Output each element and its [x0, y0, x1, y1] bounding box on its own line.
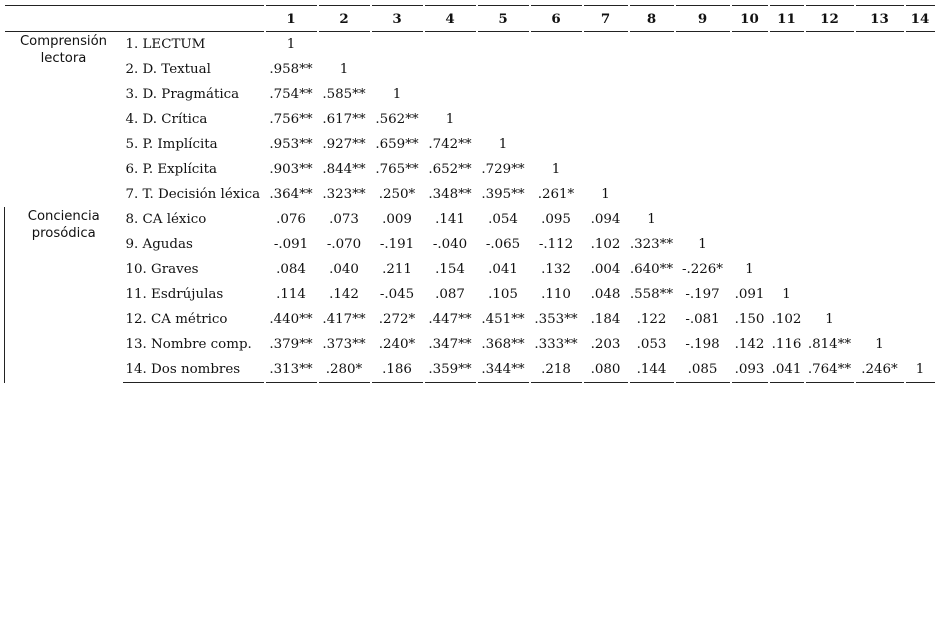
- correlation-cell: [318, 32, 371, 58]
- correlation-cell: [769, 207, 805, 232]
- correlation-cell: .958**: [265, 57, 318, 82]
- group-label: [5, 32, 123, 208]
- correlation-cell: 1: [769, 282, 805, 307]
- column-header: 9: [675, 6, 731, 32]
- correlation-cell: .141: [424, 207, 477, 232]
- correlation-cell: 1: [805, 307, 855, 332]
- correlation-cell: [731, 182, 769, 207]
- group-label-line: lectora: [40, 51, 87, 66]
- header-row: [5, 6, 935, 32]
- correlation-cell: [805, 207, 855, 232]
- correlation-cell: [583, 132, 629, 157]
- correlation-cell: [905, 257, 935, 282]
- correlation-cell: 1: [675, 232, 731, 257]
- table-row: [5, 182, 935, 207]
- correlation-cell: .903**: [265, 157, 318, 182]
- correlation-cell: 1: [477, 132, 530, 157]
- correlation-cell: 1: [583, 182, 629, 207]
- row-label: 4. D. Crítica: [125, 112, 208, 127]
- row-label: 2. D. Textual: [125, 62, 211, 77]
- correlation-cell: .142: [318, 282, 371, 307]
- correlation-cell: 1: [318, 57, 371, 82]
- row-label: 12. CA métrico: [125, 312, 228, 327]
- row-label: 11. Esdrújulas: [125, 287, 224, 302]
- correlation-cell: [905, 32, 935, 58]
- correlation-cell: [629, 57, 675, 82]
- row-label: 6. P. Explícita: [125, 162, 217, 177]
- correlation-cell: [905, 182, 935, 207]
- correlation-cell: .087: [424, 282, 477, 307]
- correlation-cell: 1: [731, 257, 769, 282]
- correlation-cell: [769, 157, 805, 182]
- correlation-cell: .009: [371, 207, 424, 232]
- correlation-cell: [731, 57, 769, 82]
- correlation-cell: .080: [583, 357, 629, 383]
- correlation-table: [4, 5, 935, 383]
- correlation-cell: [805, 57, 855, 82]
- correlation-cell: [855, 132, 905, 157]
- correlation-cell: [855, 257, 905, 282]
- correlation-cell: [855, 157, 905, 182]
- correlation-cell: [583, 107, 629, 132]
- correlation-cell: [855, 307, 905, 332]
- correlation-cell: [905, 82, 935, 107]
- correlation-cell: .344**: [477, 357, 530, 383]
- table-row: [5, 232, 935, 257]
- correlation-cell: -.191: [371, 232, 424, 257]
- row-label: 10. Graves: [125, 262, 199, 277]
- correlation-cell: [905, 232, 935, 257]
- correlation-cell: -.112: [530, 232, 583, 257]
- correlation-cell: .323**: [318, 182, 371, 207]
- correlation-cell: [769, 57, 805, 82]
- correlation-cell: [629, 82, 675, 107]
- correlation-cell: [583, 32, 629, 58]
- correlation-cell: [583, 157, 629, 182]
- correlation-cell: .373**: [318, 332, 371, 357]
- column-header: 6: [530, 6, 583, 32]
- correlation-cell: [477, 57, 530, 82]
- correlation-cell: [731, 157, 769, 182]
- correlation-cell: .640**: [629, 257, 675, 282]
- correlation-cell: .048: [583, 282, 629, 307]
- correlation-cell: .417**: [318, 307, 371, 332]
- correlation-cell: .132: [530, 257, 583, 282]
- column-header: 8: [629, 6, 675, 32]
- correlation-cell: [424, 82, 477, 107]
- correlation-cell: .353**: [530, 307, 583, 332]
- correlation-cell: .844**: [318, 157, 371, 182]
- correlation-cell: .953**: [265, 132, 318, 157]
- correlation-cell: .395**: [477, 182, 530, 207]
- correlation-cell: [675, 132, 731, 157]
- correlation-cell: -.198: [675, 332, 731, 357]
- correlation-cell: [805, 157, 855, 182]
- row-label: 13. Nombre comp.: [125, 337, 252, 352]
- correlation-cell: [769, 32, 805, 58]
- correlation-cell: .093: [731, 357, 769, 383]
- correlation-cell: -.091: [265, 232, 318, 257]
- correlation-cell: [629, 182, 675, 207]
- correlation-cell: .076: [265, 207, 318, 232]
- correlation-cell: [477, 107, 530, 132]
- group-label-line: Comprensión: [19, 34, 108, 49]
- correlation-cell: [675, 82, 731, 107]
- correlation-cell: .313**: [265, 357, 318, 383]
- correlation-cell: [675, 207, 731, 232]
- row-label: 9. Agudas: [125, 237, 193, 252]
- correlation-cell: -.081: [675, 307, 731, 332]
- table-row: [5, 82, 935, 107]
- correlation-cell: .041: [769, 357, 805, 383]
- correlation-cell: [905, 107, 935, 132]
- correlation-cell: [477, 32, 530, 58]
- correlation-cell: [675, 157, 731, 182]
- correlation-cell: [805, 32, 855, 58]
- correlation-cell: [629, 32, 675, 58]
- row-label: 8. CA léxico: [125, 212, 207, 227]
- correlation-cell: .558**: [629, 282, 675, 307]
- correlation-cell: [675, 32, 731, 58]
- column-header: 12: [805, 6, 855, 32]
- table-row: [5, 32, 935, 58]
- table-row: [5, 332, 935, 357]
- correlation-cell: [675, 182, 731, 207]
- correlation-cell: [769, 182, 805, 207]
- correlation-cell: .440**: [265, 307, 318, 332]
- correlation-cell: .272*: [371, 307, 424, 332]
- correlation-cell: .041: [477, 257, 530, 282]
- correlation-cell: [805, 132, 855, 157]
- column-header: 2: [318, 6, 371, 32]
- correlation-cell: .040: [318, 257, 371, 282]
- row-label: 5. P. Implícita: [125, 137, 218, 152]
- correlation-cell: [424, 32, 477, 58]
- correlation-cell: [583, 57, 629, 82]
- correlation-cell: -.045: [371, 282, 424, 307]
- correlation-cell: [905, 57, 935, 82]
- correlation-cell: [629, 107, 675, 132]
- correlation-cell: -.065: [477, 232, 530, 257]
- column-header: 4: [424, 6, 477, 32]
- correlation-cell: -.197: [675, 282, 731, 307]
- correlation-cell: .105: [477, 282, 530, 307]
- correlation-cell: [424, 57, 477, 82]
- correlation-cell: [805, 257, 855, 282]
- correlation-cell: [805, 107, 855, 132]
- correlation-cell: [855, 32, 905, 58]
- correlation-cell: .742**: [424, 132, 477, 157]
- correlation-cell: [905, 332, 935, 357]
- correlation-cell: .203: [583, 332, 629, 357]
- correlation-cell: [805, 182, 855, 207]
- correlation-cell: .246*: [855, 357, 905, 383]
- correlation-cell: [805, 232, 855, 257]
- correlation-cell: [530, 32, 583, 58]
- correlation-cell: [855, 207, 905, 232]
- correlation-cell: [905, 157, 935, 182]
- correlation-cell: -.226*: [675, 257, 731, 282]
- correlation-cell: .927**: [318, 132, 371, 157]
- correlation-cell: .211: [371, 257, 424, 282]
- table-row: [5, 107, 935, 132]
- correlation-cell: [530, 132, 583, 157]
- correlation-cell: .102: [583, 232, 629, 257]
- correlation-cell: [855, 107, 905, 132]
- table-row: [5, 132, 935, 157]
- column-header: 5: [477, 6, 530, 32]
- correlation-cell: [530, 107, 583, 132]
- column-header: 3: [371, 6, 424, 32]
- correlation-cell: [731, 232, 769, 257]
- correlation-cell: .091: [731, 282, 769, 307]
- table-row: [5, 57, 935, 82]
- correlation-cell: [769, 132, 805, 157]
- correlation-cell: [855, 282, 905, 307]
- column-header: 13: [855, 6, 905, 32]
- correlation-cell: [530, 82, 583, 107]
- correlation-cell: [629, 157, 675, 182]
- correlation-cell: .085: [675, 357, 731, 383]
- correlation-cell: .323**: [629, 232, 675, 257]
- group-label: [5, 207, 123, 383]
- correlation-cell: [905, 282, 935, 307]
- correlation-cell: 1: [424, 107, 477, 132]
- group-label-line: prosódica: [31, 226, 96, 241]
- column-header: 10: [731, 6, 769, 32]
- correlation-cell: [629, 132, 675, 157]
- correlation-cell: .150: [731, 307, 769, 332]
- correlation-cell: [769, 232, 805, 257]
- correlation-cell: [731, 132, 769, 157]
- correlation-cell: .102: [769, 307, 805, 332]
- table-row: [5, 307, 935, 332]
- correlation-cell: .729**: [477, 157, 530, 182]
- correlation-cell: [855, 232, 905, 257]
- correlation-cell: .447**: [424, 307, 477, 332]
- correlation-cell: [530, 57, 583, 82]
- correlation-cell: [675, 57, 731, 82]
- correlation-cell: 1: [371, 82, 424, 107]
- row-label: 14. Dos nombres: [123, 357, 265, 383]
- correlation-cell: .053: [629, 332, 675, 357]
- table-row: [5, 157, 935, 182]
- correlation-cell: .122: [629, 307, 675, 332]
- correlation-cell: .144: [629, 357, 675, 383]
- header-group-cell: [5, 6, 123, 32]
- correlation-cell: .451**: [477, 307, 530, 332]
- header-label-cell: [123, 6, 265, 32]
- correlation-cell: 1: [629, 207, 675, 232]
- correlation-cell: .054: [477, 207, 530, 232]
- correlation-cell: [675, 107, 731, 132]
- correlation-cell: -.070: [318, 232, 371, 257]
- correlation-cell: [731, 207, 769, 232]
- correlation-cell: .280*: [318, 357, 371, 383]
- correlation-cell: .116: [769, 332, 805, 357]
- correlation-cell: .348**: [424, 182, 477, 207]
- correlation-cell: .754**: [265, 82, 318, 107]
- correlation-cell: [769, 82, 805, 107]
- correlation-cell: .186: [371, 357, 424, 383]
- correlation-cell: 1: [855, 332, 905, 357]
- correlation-cell: .585**: [318, 82, 371, 107]
- correlation-cell: [731, 82, 769, 107]
- correlation-cell: .347**: [424, 332, 477, 357]
- correlation-cell: .765**: [371, 157, 424, 182]
- correlation-cell: .756**: [265, 107, 318, 132]
- correlation-cell: [855, 182, 905, 207]
- correlation-cell: [805, 282, 855, 307]
- correlation-cell: .240*: [371, 332, 424, 357]
- correlation-cell: [731, 107, 769, 132]
- table-row: [5, 282, 935, 307]
- table-row: [5, 357, 935, 383]
- correlation-cell: [905, 207, 935, 232]
- correlation-cell: [769, 257, 805, 282]
- correlation-cell: .814**: [805, 332, 855, 357]
- correlation-cell: -.040: [424, 232, 477, 257]
- correlation-cell: .073: [318, 207, 371, 232]
- correlation-cell: .379**: [265, 332, 318, 357]
- correlation-cell: 1: [530, 157, 583, 182]
- correlation-cell: [855, 82, 905, 107]
- correlation-cell: .110: [530, 282, 583, 307]
- correlation-cell: .261*: [530, 182, 583, 207]
- table-row: [5, 207, 935, 232]
- correlation-cell: .184: [583, 307, 629, 332]
- correlation-cell: [371, 32, 424, 58]
- correlation-cell: .617**: [318, 107, 371, 132]
- correlation-cell: [477, 82, 530, 107]
- correlation-cell: .359**: [424, 357, 477, 383]
- correlation-cell: .333**: [530, 332, 583, 357]
- correlation-cell: .218: [530, 357, 583, 383]
- correlation-cell: .250*: [371, 182, 424, 207]
- correlation-cell: .095: [530, 207, 583, 232]
- correlation-cell: .154: [424, 257, 477, 282]
- correlation-cell: [731, 32, 769, 58]
- correlation-cell: 1: [905, 357, 935, 383]
- column-header: 14: [905, 6, 935, 32]
- correlation-cell: [905, 307, 935, 332]
- column-header: 11: [769, 6, 805, 32]
- row-label: 7. T. Decisión léxica: [125, 187, 261, 202]
- correlation-cell: [371, 57, 424, 82]
- group-label-line: Conciencia: [27, 209, 100, 224]
- correlation-cell: [855, 57, 905, 82]
- correlation-cell: .004: [583, 257, 629, 282]
- correlation-cell: [583, 82, 629, 107]
- correlation-cell: 1: [265, 32, 318, 58]
- table-body: [5, 32, 935, 383]
- correlation-cell: .652**: [424, 157, 477, 182]
- correlation-cell: [805, 82, 855, 107]
- correlation-cell: .368**: [477, 332, 530, 357]
- row-label: 1. LECTUM: [125, 37, 206, 52]
- correlation-cell: .364**: [265, 182, 318, 207]
- correlation-cell: .084: [265, 257, 318, 282]
- correlation-cell: .094: [583, 207, 629, 232]
- correlation-cell: .562**: [371, 107, 424, 132]
- column-header: 1: [265, 6, 318, 32]
- row-label: 3. D. Pragmática: [125, 87, 240, 102]
- table-row: [5, 257, 935, 282]
- correlation-cell: .142: [731, 332, 769, 357]
- correlation-cell: [905, 132, 935, 157]
- column-header: 7: [583, 6, 629, 32]
- correlation-cell: [769, 107, 805, 132]
- correlation-cell: .659**: [371, 132, 424, 157]
- correlation-cell: .764**: [805, 357, 855, 383]
- correlation-cell: .114: [265, 282, 318, 307]
